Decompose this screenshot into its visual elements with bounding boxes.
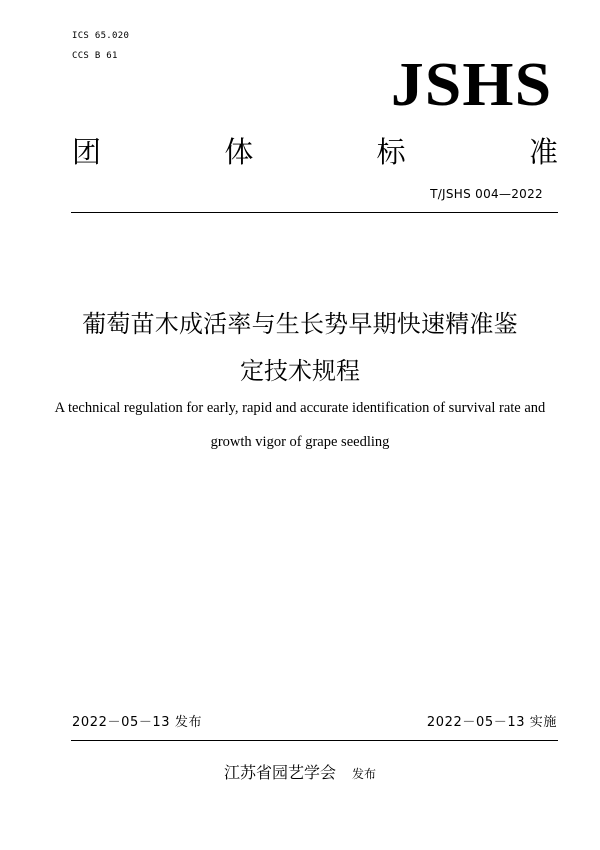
standard-type-heading [72,132,558,172]
bottom-divider [71,740,558,741]
title-chinese-line-2: 定技术规程 [240,357,360,385]
standard-code: T/JSHS 004—2022 [430,187,543,201]
standard-type-char: 准 [528,135,558,169]
standard-type-char: 标 [376,135,406,169]
publisher-organization: 江苏省园艺学会 [223,763,336,782]
publisher-line [0,762,600,785]
issue-date: 2022－05－13 发布 [72,715,203,730]
implementation-date: 2022－05－13 实施 [426,715,557,730]
publisher-verb: 发布 [352,767,377,781]
top-divider [71,212,558,213]
jshs-logo: JSHS [390,51,552,119]
ics-code: ICS 65.020 [72,31,130,41]
title-chinese-line-1: 葡萄苗木成活率与生长势早期快速精准鉴 [82,310,518,338]
standard-type-char: 体 [224,135,254,169]
ccs-code: CCS B 61 [72,51,118,61]
title-english-line-1: A technical regulation for early, rapid and accurate identification of survival rate and [54,400,546,416]
title-english-line-2: growth vigor of grape seedling [210,434,390,450]
standard-type-char: 团 [72,135,102,169]
